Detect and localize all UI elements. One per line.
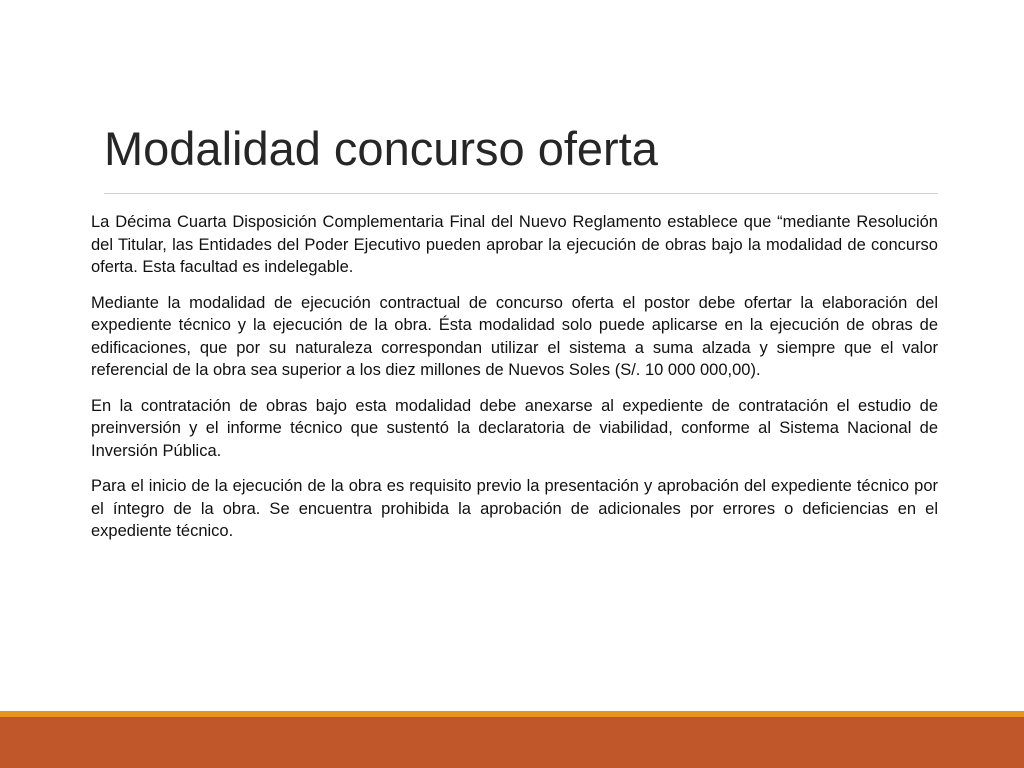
paragraph-4: Para el inicio de la ejecución de la obra es requisito previo la presentación y aprobación del expediente técnico por el íntegro de la obra. Se encuentra prohibida la aprobación de adicionales por errores o deficiencias en el expediente técnico.	[91, 477, 938, 540]
paragraph-1: La Décima Cuarta Disposición Complementaria Final del Nuevo Reglamento establece que “mediante Resolución del Titular, las Entidades del Poder Ejecutivo pueden aprobar la ejecución de obras bajo la modalidad de concurso oferta. Esta facultad es indelegable.	[91, 213, 938, 276]
title-divider	[104, 193, 938, 194]
paragraph-3: En la contratación de obras bajo esta modalidad debe anexarse al expediente de contratación el estudio de preinversión y el informe técnico que sustentó la declaratoria de viabilidad, conforme al Sistema Nacional de Inversión Pública.	[91, 396, 938, 460]
slide-body	[91, 211, 938, 556]
slide-title: Modalidad concurso oferta	[104, 122, 658, 175]
paragraph-2: Mediante la modalidad de ejecución contractual de concurso oferta el postor debe ofertar la elaboración del expediente técnico y la ejecución de la obra. Ésta modalidad solo puede aplicarse en la ejecución de obras de edificaciones, que por su naturaleza correspondan utilizar el sistema a suma alzada y siempre que el valor referencial de la obra sea superior a los diez millones de Nuevos Soles (S/. 10 000 000,00).	[91, 293, 938, 379]
footer-accent-bar	[0, 717, 1024, 768]
